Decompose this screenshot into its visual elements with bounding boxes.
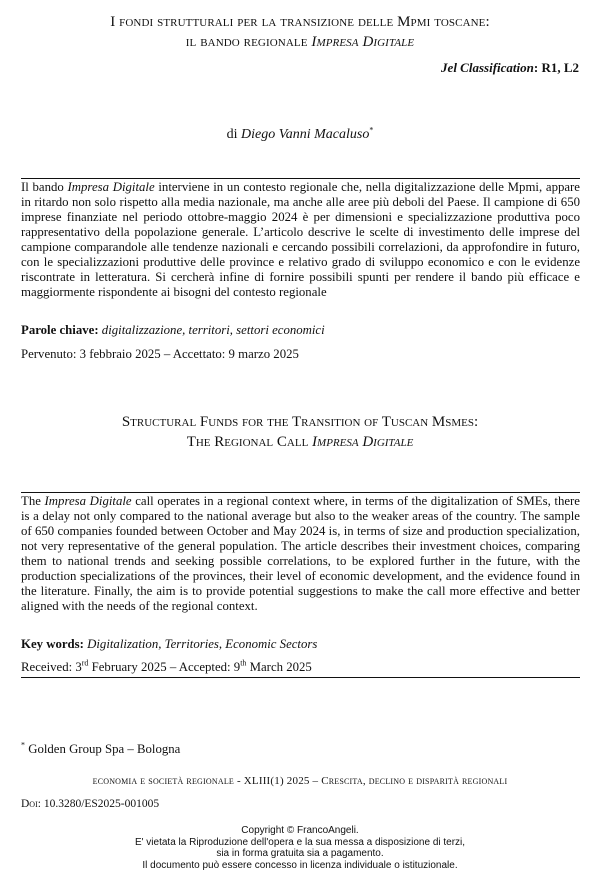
title-italian-line2 <box>0 32 600 52</box>
title-english <box>0 412 600 452</box>
received-english <box>21 660 580 675</box>
abstract-english-body: call operates in a regional context where, in terms of the digitalization of SMEs, there is a delay not only compared to the national average but also to the weaker areas of the country. The sample of 650 companies founded between October and May 2024 is, in terms of size and production specialization, not very representative of the general population. The article describes their investment choices, comparing them to national trends and seeking possible correlations, to be explored further in the future, with the production specializations of the provinces, their level of economic development, and the evidence found in the literature. Finally, the aim is to provide potential suggestions to make the call more effective and better aligned with the needs of the regional context. <box>21 494 580 613</box>
copyright-line2: E' vietata la Riproduzione dell'opera e la sua messa a disposizione di terzi, <box>134 836 466 848</box>
footnote-mark: * <box>21 740 25 750</box>
journal-reference: economia e società regionale - XLIII(1) 2025 – Crescita, declino e disparità regionali <box>92 775 508 787</box>
received-english-a-sup: rd <box>81 658 89 668</box>
doi-line <box>21 798 159 810</box>
author-line <box>0 127 600 143</box>
title-english-line2 <box>0 432 600 452</box>
abstract-english-pre: The <box>21 494 45 508</box>
footnote-text: Golden Group Spa – Bologna <box>25 742 181 756</box>
jel-label: Jel Classification <box>441 60 534 75</box>
keywords-italian-label: Parole chiave: <box>21 323 99 337</box>
title-english-line1: Structural Funds for the Transition of Tuscan Msmes: <box>121 414 479 430</box>
jel-classification <box>441 60 579 76</box>
keywords-italian <box>21 323 580 338</box>
abstract-english-italic: Impresa Digitale <box>44 494 132 508</box>
copyright-line1: Copyright © FrancoAngeli. <box>241 825 359 836</box>
copyright-notice <box>0 825 600 871</box>
abstract-italian <box>21 180 580 300</box>
doi-label: Doi <box>21 798 38 810</box>
title-italian <box>0 12 600 52</box>
copyright-line3: sia in forma gratuita sia a pagamento. <box>216 848 384 859</box>
doi-value: : 10.3280/ES2025-001005 <box>37 798 160 810</box>
keywords-italian-value: digitalizzazione, territori, settori economici <box>101 323 325 337</box>
keywords-english <box>21 637 580 652</box>
divider-top-italian <box>21 178 580 179</box>
author-name: Diego Vanni Macaluso <box>241 127 370 142</box>
abstract-italian-body: interviene in un contesto regionale che, nella digitalizzazione delle Mpmi, appare in ritardo non solo rispetto alla media nazionale, ma anche alle aree più deboli del Paese. Il campione di 650 imprese finanziate nel periodo ottobre-maggio 2024 è per dimensioni e specializzazione produttiva poco rappresentativo della popolazione generale. L’articolo descrive le scelte di investimento delle imprese del campione comparandole alle tendenze nazionali e cercando possibili correlazioni, da approfondire in futuro, con le specializzazioni produttive delle province e relativo grado di sviluppo economico e con le evidenze riscontrate in letteratura. Si cercherà infine di fornire possibili spunti per rendere il bando più efficace e maggiormente rispondente ai bisogni del contesto regionale <box>21 180 580 299</box>
title-italian-line2-italic: Impresa Digitale <box>311 34 415 50</box>
divider-bottom-english <box>21 677 580 678</box>
received-english-a: Received: 3 <box>21 660 82 674</box>
divider-top-english <box>21 492 580 493</box>
title-italian-line1: I fondi strutturali per la transizione delle Mpmi toscane: <box>110 14 490 30</box>
author-prefix: di <box>226 127 242 142</box>
keywords-english-value: Digitalization, Territories, Economic Sectors <box>87 637 318 651</box>
abstract-italian-pre: Il bando <box>21 180 68 194</box>
author-footnote-mark: * <box>369 125 374 135</box>
title-italian-line2-prefix: il bando regionale <box>185 34 312 50</box>
jel-codes: : R1, L2 <box>533 60 579 75</box>
title-english-line2-prefix: The Regional Call <box>186 434 313 450</box>
received-english-c: March 2025 <box>246 660 312 674</box>
abstract-english <box>21 494 580 614</box>
received-english-b: February 2025 – Accepted: 9 <box>88 660 241 674</box>
author-affiliation-footnote <box>21 742 180 757</box>
received-italian: Pervenuto: 3 febbraio 2025 – Accettato: 9 marzo 2025 <box>21 347 299 361</box>
abstract-italian-italic: Impresa Digitale <box>67 180 155 194</box>
received-english-b-sup: th <box>240 658 247 668</box>
title-english-line2-italic: Impresa Digitale <box>312 434 414 450</box>
copyright-line4: Il documento può essere concesso in licenza individuale o istituzionale. <box>142 859 458 871</box>
keywords-english-label: Key words: <box>21 637 84 651</box>
